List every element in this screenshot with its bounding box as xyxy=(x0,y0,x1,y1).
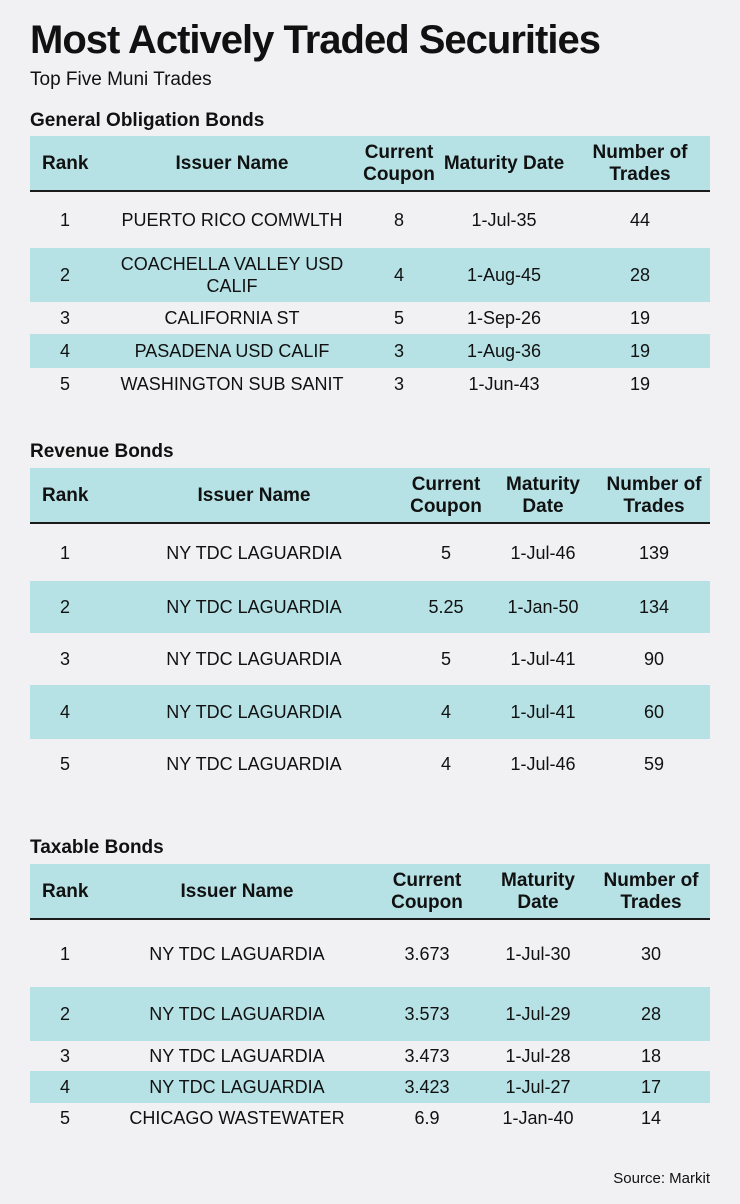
cell-rank: 2 xyxy=(30,581,104,633)
cell-issuer-name: NY TDC LAGUARDIA xyxy=(149,1046,325,1066)
cell-issuer-name: NY TDC LAGUARDIA xyxy=(104,581,404,633)
cell-issuer-name: PUERTO RICO COMWLTH xyxy=(121,210,343,230)
cell-issuer-name: NY TDC LAGUARDIA xyxy=(149,943,325,964)
cell-issuer-name: WASHINGTON SUB SANIT xyxy=(120,374,344,394)
header-maturity: Maturity Date xyxy=(484,864,592,919)
cell-maturity-date: 1-Jul-46 xyxy=(510,542,576,563)
table-body xyxy=(30,523,710,789)
header-coupon: Current Coupon xyxy=(404,468,488,523)
table-row xyxy=(30,739,710,789)
cell-maturity-date: 1-Jul-27 xyxy=(484,1071,592,1103)
table-revenue xyxy=(30,468,710,789)
cell-coupon: 4 xyxy=(440,754,451,774)
table-row xyxy=(30,523,710,581)
header-rank: Rank xyxy=(30,136,104,191)
table-row xyxy=(30,302,710,334)
header-trades: Number of Trades xyxy=(592,864,710,919)
cell-trades: 28 xyxy=(592,987,710,1041)
cell-maturity-date: 1-Jul-41 xyxy=(510,649,576,669)
cell-trades: 28 xyxy=(570,248,710,302)
cell-maturity-date: 1-Jan-50 xyxy=(488,581,598,633)
cell-issuer-name: NY TDC LAGUARDIA xyxy=(166,754,342,774)
cell-trades: 59 xyxy=(643,754,665,774)
table-row xyxy=(30,919,710,987)
table-row xyxy=(30,633,710,685)
table-general-obligation xyxy=(30,136,710,400)
cell-coupon: 5.25 xyxy=(404,581,488,633)
table-header-row xyxy=(30,864,710,919)
cell-maturity-date: 1-Sep-26 xyxy=(466,308,542,328)
cell-coupon: 5 xyxy=(440,542,451,563)
cell-rank: 1 xyxy=(60,210,71,230)
cell-rank: 3 xyxy=(60,649,71,669)
cell-maturity-date: 1-Jul-30 xyxy=(505,943,571,964)
header-maturity: Maturity Date xyxy=(438,136,570,191)
header-issuer: Issuer Name xyxy=(104,136,360,191)
cell-rank: 4 xyxy=(30,334,104,368)
cell-maturity-date: 1-Aug-45 xyxy=(438,248,570,302)
cell-maturity-date: 1-Aug-36 xyxy=(438,334,570,368)
cell-rank: 4 xyxy=(30,685,104,739)
source-note: Source: Markit xyxy=(613,1170,710,1187)
header-issuer: Issuer Name xyxy=(104,864,370,919)
cell-issuer-name: CHICAGO WASTEWATER xyxy=(129,1108,345,1128)
cell-coupon: 3 xyxy=(360,334,438,368)
cell-trades: 139 xyxy=(638,542,670,563)
section-title-general-obligation: General Obligation Bonds xyxy=(30,110,265,131)
cell-maturity-date: 1-Jul-28 xyxy=(505,1046,571,1066)
page-title: Most Actively Traded Securities xyxy=(30,18,600,62)
section-title-revenue: Revenue Bonds xyxy=(30,441,174,462)
cell-trades: 90 xyxy=(643,649,665,669)
table-header-row xyxy=(30,468,710,523)
cell-coupon: 3.473 xyxy=(404,1046,450,1066)
cell-trades: 18 xyxy=(640,1046,662,1066)
page-subtitle: Top Five Muni Trades xyxy=(30,69,212,90)
header-issuer: Issuer Name xyxy=(104,468,404,523)
cell-coupon: 3.423 xyxy=(370,1071,484,1103)
header-coupon: Current Coupon xyxy=(360,136,438,191)
cell-issuer-name: COACHELLA VALLEY USD CALIF xyxy=(104,248,360,302)
cell-issuer-name: NY TDC LAGUARDIA xyxy=(104,987,370,1041)
cell-coupon: 6.9 xyxy=(414,1108,440,1128)
cell-maturity-date: 1-Jul-29 xyxy=(484,987,592,1041)
cell-rank: 1 xyxy=(60,943,71,964)
cell-trades: 19 xyxy=(629,308,651,328)
cell-rank: 4 xyxy=(30,1071,104,1103)
cell-issuer-name: NY TDC LAGUARDIA xyxy=(166,542,342,563)
cell-coupon: 3.673 xyxy=(404,943,450,964)
table-row xyxy=(30,248,710,302)
cell-rank: 5 xyxy=(60,1108,71,1128)
cell-trades: 17 xyxy=(592,1071,710,1103)
table-taxable xyxy=(30,864,710,1133)
cell-issuer-name: NY TDC LAGUARDIA xyxy=(166,649,342,669)
section-title-taxable: Taxable Bonds xyxy=(30,837,164,858)
table-row xyxy=(30,1103,710,1133)
cell-trades: 19 xyxy=(570,334,710,368)
cell-rank: 3 xyxy=(60,308,71,328)
table-row xyxy=(30,581,710,633)
cell-maturity-date: 1-Jan-40 xyxy=(502,1108,574,1128)
table-body xyxy=(30,191,710,400)
cell-rank: 1 xyxy=(60,542,71,563)
cell-maturity-date: 1-Jul-41 xyxy=(488,685,598,739)
header-rank: Rank xyxy=(30,468,104,523)
cell-coupon: 5 xyxy=(393,308,404,328)
header-maturity: Maturity Date xyxy=(488,468,598,523)
cell-coupon: 4 xyxy=(404,685,488,739)
cell-coupon: 3.573 xyxy=(370,987,484,1041)
table-row xyxy=(30,1041,710,1071)
cell-coupon: 8 xyxy=(393,210,404,230)
table-row xyxy=(30,334,710,368)
cell-trades: 44 xyxy=(629,210,651,230)
cell-maturity-date: 1-Jul-35 xyxy=(471,210,537,230)
cell-rank: 2 xyxy=(30,987,104,1041)
table-row xyxy=(30,987,710,1041)
cell-rank: 5 xyxy=(60,374,71,394)
cell-rank: 3 xyxy=(60,1046,71,1066)
table-row xyxy=(30,1071,710,1103)
table-header-row xyxy=(30,136,710,191)
cell-trades: 60 xyxy=(598,685,710,739)
cell-rank: 2 xyxy=(30,248,104,302)
cell-issuer-name: NY TDC LAGUARDIA xyxy=(104,685,404,739)
header-trades: Number of Trades xyxy=(570,136,710,191)
table-row xyxy=(30,191,710,248)
cell-trades: 134 xyxy=(598,581,710,633)
table-row xyxy=(30,685,710,739)
cell-trades: 30 xyxy=(640,943,662,964)
cell-maturity-date: 1-Jul-46 xyxy=(510,754,576,774)
cell-coupon: 4 xyxy=(360,248,438,302)
table-row xyxy=(30,368,710,400)
header-trades: Number of Trades xyxy=(598,468,710,523)
cell-rank: 5 xyxy=(60,754,71,774)
header-coupon: Current Coupon xyxy=(370,864,484,919)
cell-issuer-name: NY TDC LAGUARDIA xyxy=(104,1071,370,1103)
cell-trades: 19 xyxy=(629,374,651,394)
cell-issuer-name: PASADENA USD CALIF xyxy=(104,334,360,368)
cell-maturity-date: 1-Jun-43 xyxy=(468,374,540,394)
cell-coupon: 3 xyxy=(393,374,404,394)
cell-issuer-name: CALIFORNIA ST xyxy=(164,308,300,328)
cell-coupon: 5 xyxy=(440,649,451,669)
cell-trades: 14 xyxy=(640,1108,662,1128)
table-body xyxy=(30,919,710,1133)
header-rank: Rank xyxy=(30,864,104,919)
